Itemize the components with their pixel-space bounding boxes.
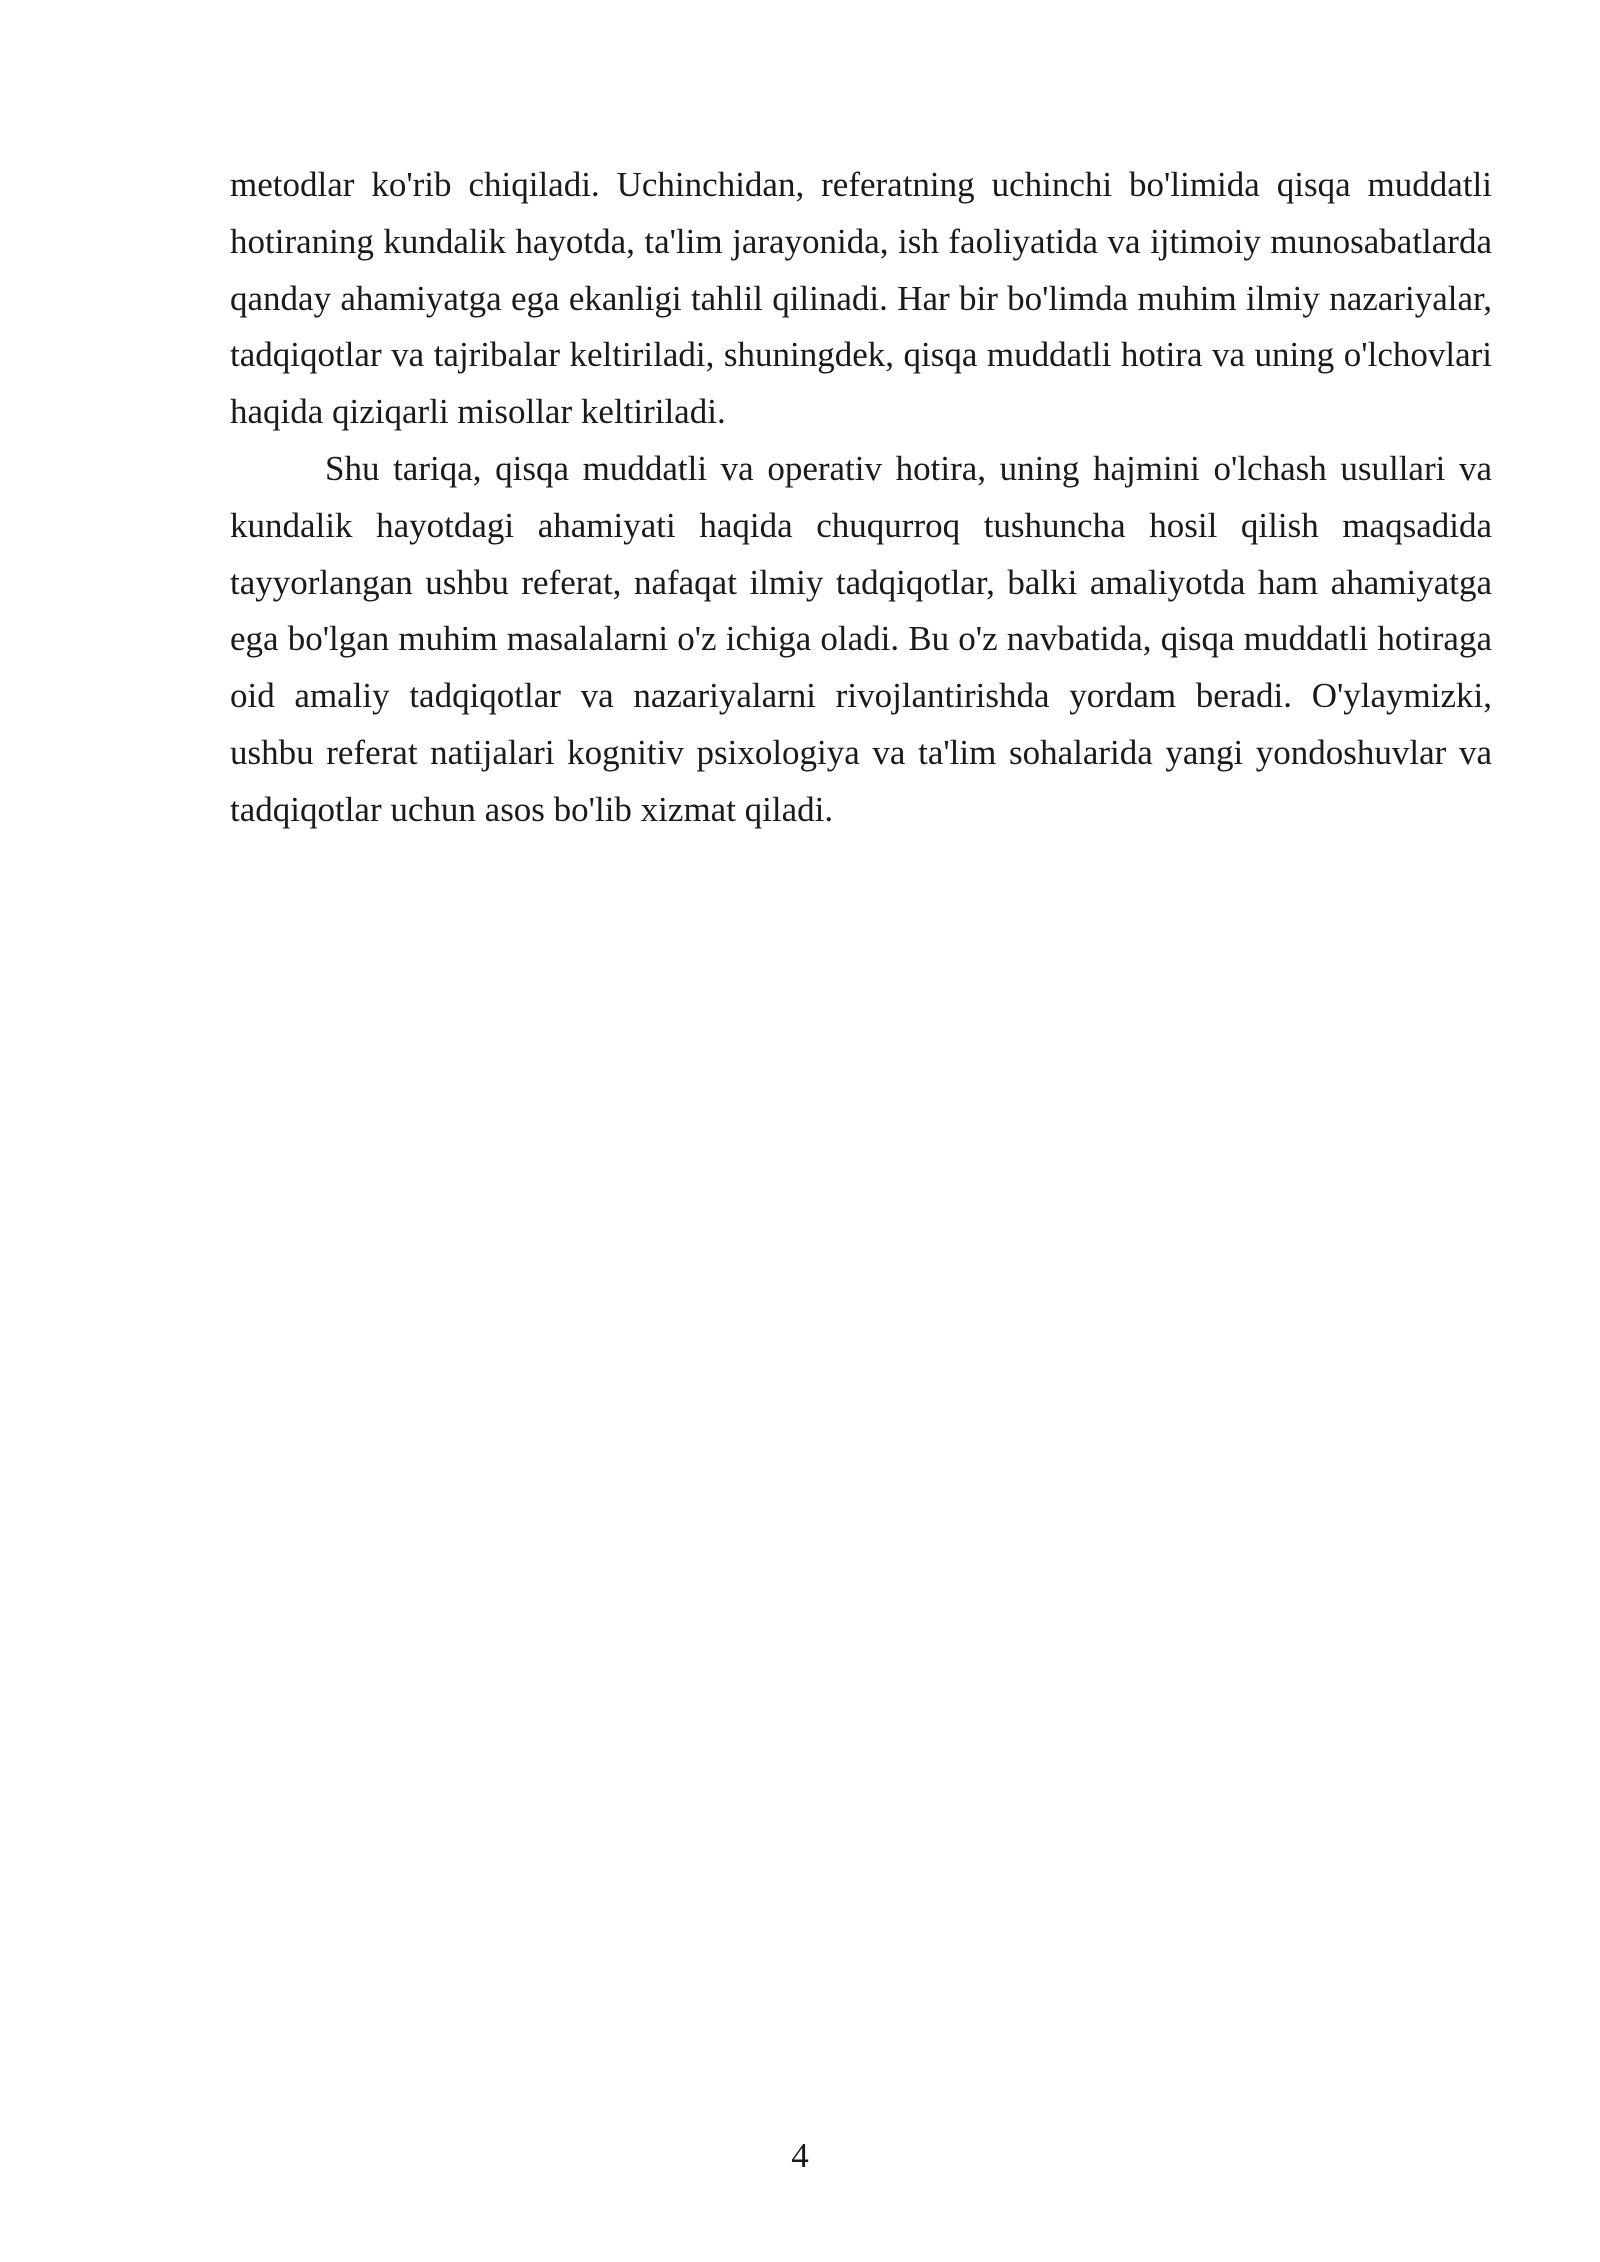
body-text (230, 157, 1492, 839)
paragraph-conclusion: Shu tariqa, qisqa muddatli va operativ hotira, uning hajmini o'lchash usullari va kundalik hayotdagi ahamiyati haqida chuqurroq tushuncha hosil qilish maqsadida tayyorlangan ushbu referat, nafaqat ilmiy tadqiqotlar, balki amaliyotda ham ahamiyatga ega bo'lgan muhim masalalarni o'z ichiga oladi. Bu o'z navbatida, qisqa muddatli hotiraga oid amaliy tadqiqotlar va nazariyalarni rivojlantirishda yordam beradi. O'ylaymizki, ushbu referat natijalari kognitiv psixologiya va ta'lim sohalarida yangi yondoshuvlar va tadqiqotlar uchun asos bo'lib xizmat qiladi. (230, 448, 1492, 829)
paragraph-continuation: metodlar ko'rib chiqiladi. Uchinchidan, referatning uchinchi bo'limida qisqa muddatli hotiraning kundalik hayotda, ta'lim jarayonida, ish faoliyatida va ijtimoiy munosabatlarda qanday ahamiyatga ega ekanligi tahlil qilinadi. Har bir bo'limda muhim ilmiy nazariyalar, tadqiqotlar va tajribalar keltiriladi, shuningdek, qisqa muddatli hotira va uning o'lchovlari haqida qiziqarli misollar keltiriladi. (230, 165, 1492, 432)
page-number: 4 (791, 2136, 809, 2175)
